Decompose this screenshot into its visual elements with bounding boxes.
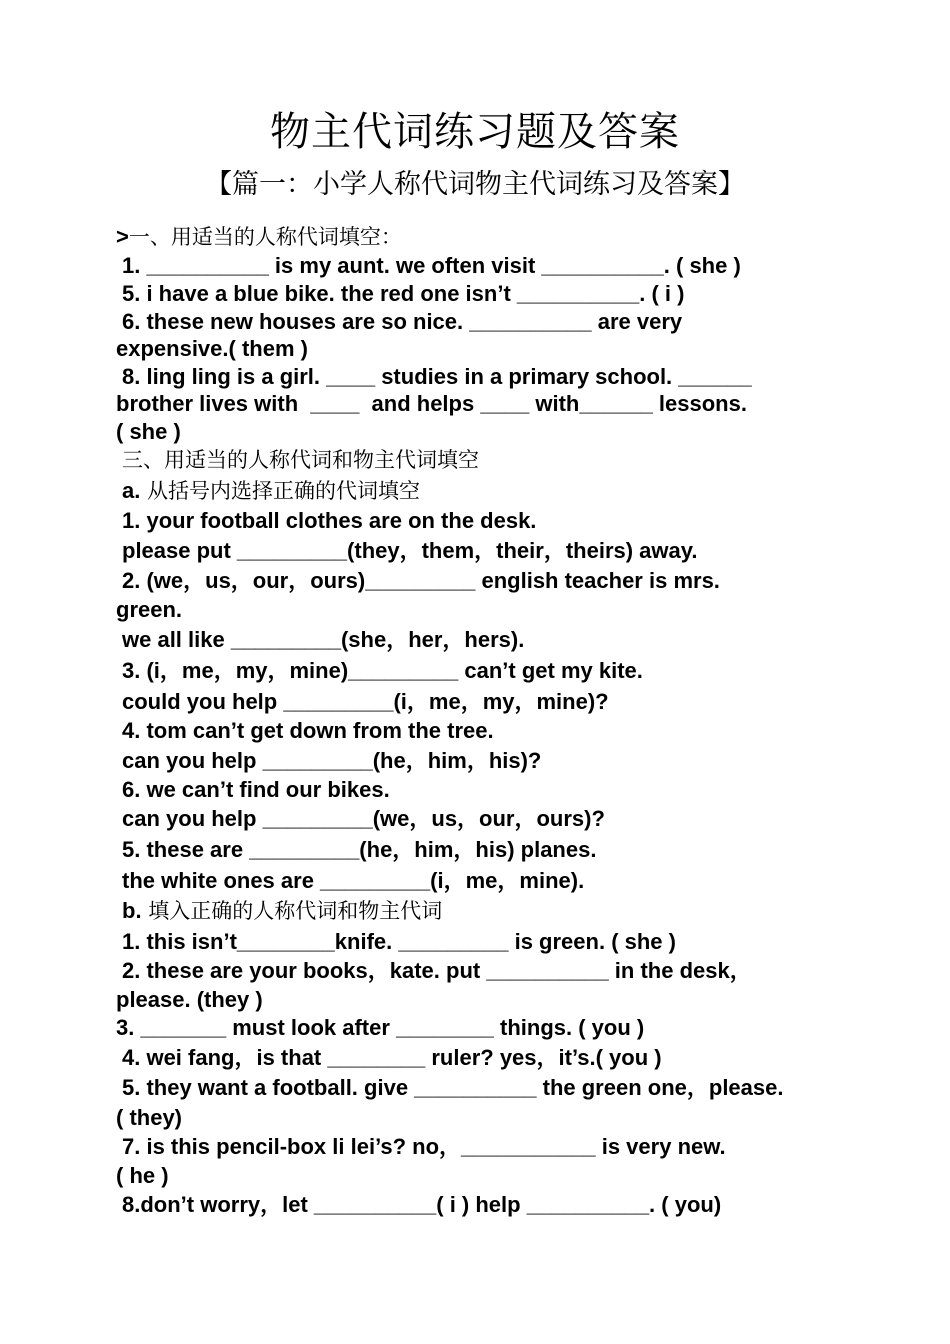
part-b-label: b. [122, 898, 142, 923]
exercise-line: expensive.( them ) [116, 336, 308, 361]
exercise-line: ( she ) [116, 419, 181, 444]
exercise-line: 2. these are your books，kate. put __________ in the desk， [122, 958, 752, 983]
section1-heading-prefix: > [116, 224, 129, 249]
exercise-line: 6. these new houses are so nice. __________ are very [122, 309, 683, 334]
exercise-line: 3. _______ must look after ________ things. ( you ) [116, 1015, 645, 1040]
exercise-line: 1. __________ is my aunt. we often visit __________. ( she ) [122, 253, 741, 278]
exercise-line: 2. (we，us，our，ours)_________ english teacher is mrs. [122, 568, 720, 593]
exercise-line: 6. we can’t find our bikes. [122, 777, 390, 802]
exercise-line: 5. they want a football. give __________ the green one，please. [122, 1075, 784, 1100]
exercise-line: can you help _________(we，us，our，ours)? [122, 806, 605, 831]
exercise-line: ( they) [116, 1105, 182, 1130]
exercise-line: 4. wei fang，is that ________ ruler? yes，it’s.( you ) [122, 1045, 662, 1070]
exercise-line: 4. tom can’t get down from the tree. [122, 718, 494, 743]
exercise-line: could you help _________(i，me，my，mine)? [122, 689, 609, 714]
page-title: 物主代词练习题及答案 [270, 109, 680, 155]
page-subtitle: 【篇一：小学人称代词物主代词练习及答案】 [205, 169, 745, 200]
exercise-line: please put _________(they，them，their，theirs) away. [122, 538, 698, 563]
exercise-line: 5. these are _________(he，him，his) planes. [122, 837, 597, 862]
exercise-line: 3. (i，me，my，mine)_________ can’t get my kite. [122, 658, 643, 683]
part-a-heading [122, 478, 420, 504]
part-a-heading-text: 从括号内选择正确的代词填空 [147, 479, 421, 503]
exercise-line: brother lives with ____ and helps ____ with______ lessons. [116, 391, 747, 416]
exercise-line: the white ones are _________(i，me，mine). [122, 868, 585, 893]
section1-heading-text: 一、用适当的人称代词填空： [128, 225, 402, 249]
exercise-line: ( he ) [116, 1163, 169, 1188]
exercise-line: we all like _________(she，her，hers). [122, 627, 525, 652]
section3-heading: 三、用适当的人称代词和物主代词填空 [122, 448, 479, 472]
part-b-heading-text: 填入正确的人称代词和物主代词 [148, 899, 443, 923]
part-a-label: a. [122, 478, 141, 503]
exercise-line: green. [116, 597, 183, 622]
part-b-heading [122, 898, 442, 924]
exercise-line: 1. this isn’t________knife. _________ is green. ( she ) [122, 929, 676, 954]
section1-heading [116, 224, 402, 250]
exercise-line: 5. i have a blue bike. the red one isn’t __________. ( i ) [122, 281, 685, 306]
exercise-line: 8.don’t worry，let __________( i ) help __________. ( you) [122, 1192, 722, 1217]
exercise-line: 7. is this pencil-box li lei’s? no，___________ is very new. [122, 1134, 726, 1159]
exercise-line: can you help _________(he，him，his)? [122, 748, 542, 773]
exercise-line: please. (they ) [116, 987, 263, 1012]
exercise-line: 8. ling ling is a girl. ____ studies in a primary school. ______ [122, 364, 752, 389]
exercise-line: 1. your football clothes are on the desk. [122, 508, 537, 533]
